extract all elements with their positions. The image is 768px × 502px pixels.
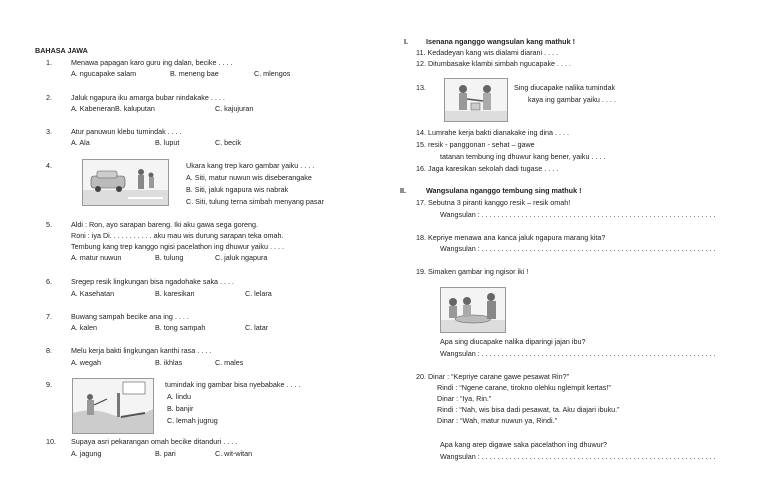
section2-title: Wangsulana nganggo tembung sing mathuk ! bbox=[426, 186, 582, 195]
q5-dialog-line1: Aldi : Ron, ayo sarapan bareng. Iki aku gawa sega goreng. bbox=[71, 220, 258, 229]
q2-number: 2. bbox=[46, 93, 52, 102]
q3-option-b: B. luput bbox=[155, 138, 180, 147]
q4-option-a: A. Siti, matur nuwun wis diseberangake bbox=[186, 173, 312, 182]
q15-text-line2: tatanan tembung ing dhuwur kang bener, yaiku . . . . bbox=[440, 152, 606, 161]
q19-illustration bbox=[440, 287, 506, 333]
q19-answer-line: Wangsulan : . . . . . . . . . . . . . . . . . . . . . . . . . . . . . . . . . . . . . . . . . . . . . . . . . . . . . . . . . . . bbox=[440, 349, 716, 358]
q8-number: 8. bbox=[46, 346, 52, 355]
section1-number: I. bbox=[404, 37, 408, 46]
q5-option-c: C. jaluk ngapura bbox=[215, 253, 268, 262]
q6-option-a: A. Kasehatan bbox=[71, 289, 115, 298]
q3-option-a: A. Ala bbox=[71, 138, 90, 147]
mother-giving-snacks-icon bbox=[441, 288, 505, 332]
q19-text: 19. Simaken gambar ing ngisor iki ! bbox=[416, 267, 529, 276]
q1-option-c: C. mlengos bbox=[254, 69, 291, 78]
q1-number: 1. bbox=[46, 58, 52, 67]
q7-number: 7. bbox=[46, 312, 52, 321]
children-helping-icon bbox=[445, 79, 507, 121]
q8-option-a: A. wegah bbox=[71, 358, 101, 367]
q4-text: Ukara kang trep karo gambar yaiku . . . . bbox=[186, 161, 315, 170]
q7-text: Buwang sampah becike ana ing . . . . bbox=[71, 312, 189, 321]
q6-number: 6. bbox=[46, 277, 52, 286]
q1-option-a: A. ngucapake salam bbox=[71, 69, 137, 78]
q20-dialog-line4: Rindi : “Nah, wis bisa dadi pesawat, ta. Aku diajari ibuku.” bbox=[437, 405, 620, 414]
q9-option-b: B. banjir bbox=[167, 404, 194, 413]
subject-header: BAHASA JAWA bbox=[35, 46, 88, 55]
q5-option-a: A. matur nuwun bbox=[71, 253, 122, 262]
q19-question: Apa sing diucapake nalika diparingi jajan ibu? bbox=[440, 337, 586, 346]
q18-text: 18. Kepriye menawa ana kanca jaluk ngapura marang kita? bbox=[416, 233, 606, 242]
q7-option-a: A. kalen bbox=[71, 323, 97, 332]
q7-option-b: B. tong sampah bbox=[155, 323, 206, 332]
q12-text: 12. Ditumbasake klambi simbah ngucapake . . . . bbox=[416, 59, 572, 68]
section1-title: Isenana nganggo wangsulan kang mathuk ! bbox=[426, 37, 575, 46]
street-crossing-icon bbox=[83, 160, 168, 205]
q5-dialog-line2: Roni : iya Di. . . . . . . . . . . aku mau wis durung sarapan teka omah. bbox=[71, 231, 284, 240]
q10-option-a: A. jagung bbox=[71, 449, 102, 458]
q9-option-a: A. lindu bbox=[167, 392, 191, 401]
q9-option-c: C. lemah jugrug bbox=[167, 416, 218, 425]
q3-option-c: C. becik bbox=[215, 138, 241, 147]
q2-text: Jaluk ngapura iku amarga bubar nindakake . . . . bbox=[71, 93, 225, 102]
q9-illustration bbox=[72, 378, 154, 434]
q3-text: Atur panuwun klebu tumindak . . . . bbox=[71, 127, 182, 136]
q3-number: 3. bbox=[46, 127, 52, 136]
q2-option-c: C. kajujuran bbox=[215, 104, 254, 113]
q4-option-b: B. Siti, jaluk ngapura wis nabrak bbox=[186, 185, 289, 194]
q5-question: Tembung kang trep kanggo ngisi pacelathon ing dhuwur yaiku . . . . bbox=[71, 242, 284, 251]
q10-text: Supaya asri pekarangan omah becike ditanduri . . . . bbox=[71, 437, 238, 446]
q8-option-c: C. males bbox=[215, 358, 244, 367]
q9-number: 9. bbox=[46, 380, 52, 389]
q8-option-b: B. ikhlas bbox=[155, 358, 183, 367]
q13-text-line2: kaya ing gambar yaiku . . . . bbox=[528, 95, 616, 104]
q14-text: 14. Lumrahe kerja bakti dianakake ing dina . . . . bbox=[416, 128, 570, 137]
q10-option-b: B. pari bbox=[155, 449, 176, 458]
q15-text: 15. resik - panggonan - sehat – gawe bbox=[416, 140, 535, 149]
q20-dialog-line5: Dinar : “Wah, matur nuwun ya, Rindi.” bbox=[437, 416, 557, 425]
q6-option-b: B. karesikan bbox=[155, 289, 195, 298]
q7-option-c: C. latar bbox=[245, 323, 269, 332]
q10-option-c: C. wit-witan bbox=[215, 449, 253, 458]
q13-illustration bbox=[444, 78, 508, 122]
q6-option-c: C. lelara bbox=[245, 289, 272, 298]
q20-dialog-line3: Dinar : “Iya, Rin.” bbox=[437, 394, 492, 403]
q20-dialog-line1: 20. Dinar : “Kepriye carane gawe pesawat Rin?” bbox=[416, 372, 570, 381]
q4-option-c: C. Siti, tulung terna simbah menyang pasar bbox=[186, 197, 324, 206]
q20-answer-line: Wangsulan : . . . . . . . . . . . . . . . . . . . . . . . . . . . . . . . . . . . . . . . . . . . . . . . . . . . . . . . . . . . bbox=[440, 452, 716, 461]
q8-text: Melu kerja bakti lingkungan kanthi rasa . . . . bbox=[71, 346, 212, 355]
q13-text-line1: Sing diucapake nalika tumindak bbox=[514, 83, 616, 92]
q9-text: tumindak ing gambar bisa nyebabake . . . . bbox=[165, 380, 301, 389]
q6-text: Sregep resik lingkungan bisa ngadohake saka . . . . bbox=[71, 277, 235, 286]
q13-number: 13. bbox=[416, 83, 426, 92]
q11-text: 11. Kedadeyan kang wis dialami diarani . . . . bbox=[416, 48, 559, 57]
q1-text: Menawa papagan karo guru ing dalan, becike . . . . bbox=[71, 58, 233, 67]
q18-answer-line: Wangsulan : . . . . . . . . . . . . . . . . . . . . . . . . . . . . . . . . . . . . . . . . . . . . . . . . . . . . . . . . . . . bbox=[440, 244, 716, 253]
tree-cutting-icon bbox=[73, 379, 153, 433]
q20-question: Apa kang arep digawe saka pacelathon ing dhuwur? bbox=[440, 440, 608, 449]
q10-number: 10. bbox=[46, 437, 56, 446]
q17-answer-line: Wangsulan : . . . . . . . . . . . . . . . . . . . . . . . . . . . . . . . . . . . . . . . . . . . . . . . . . . . . . . . . . . . bbox=[440, 210, 716, 219]
q4-number: 4. bbox=[46, 161, 52, 170]
q20-dialog-line2: Rindi : “Ngene carane, tirokno olehku nglempit kertas!” bbox=[437, 383, 611, 392]
q1-option-b: B. meneng bae bbox=[170, 69, 219, 78]
q16-text: 16. Jaga karesikan sekolah dadi tugase . . . . bbox=[416, 164, 559, 173]
q4-illustration bbox=[82, 159, 169, 206]
section2-number: II. bbox=[400, 186, 406, 195]
q5-option-b: B. tulung bbox=[155, 253, 184, 262]
q17-text: 17. Sebutna 3 piranti kanggo resik – resik omah! bbox=[416, 198, 571, 207]
q2-option-ab: A. KabeneranB. kaluputan bbox=[71, 104, 155, 113]
q5-number: 5. bbox=[46, 220, 52, 229]
